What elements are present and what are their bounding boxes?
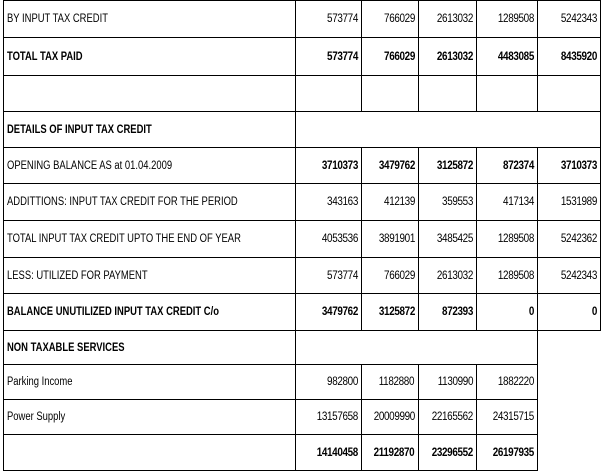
cell: 21192870	[361, 435, 418, 471]
cell: 22165562	[418, 400, 476, 435]
table-row	[4, 294, 601, 331]
cell	[361, 76, 418, 112]
cell: 412139	[361, 184, 418, 221]
table-row	[4, 184, 601, 221]
cell: 2613032	[418, 38, 476, 76]
cell: 1130990	[418, 365, 476, 400]
cell: 3710373	[296, 148, 361, 184]
cell: 13157658	[296, 400, 361, 435]
table-row	[4, 148, 601, 184]
row-label: TOTAL TAX PAID	[4, 38, 296, 76]
cell: 0	[538, 294, 601, 331]
blank-cell	[538, 365, 601, 400]
cell	[538, 76, 601, 112]
cell: 766029	[361, 258, 418, 294]
cell: 1182880	[361, 365, 418, 400]
cell: 417134	[476, 184, 538, 221]
row-label: Power Supply	[4, 400, 296, 435]
cell	[476, 76, 538, 112]
table-row	[4, 221, 601, 258]
cell: 872374	[476, 148, 538, 184]
cell: 3125872	[418, 148, 476, 184]
table-row	[4, 76, 601, 112]
cell: 872393	[418, 294, 476, 331]
table-row	[4, 365, 601, 400]
cell: 4053536	[296, 221, 361, 258]
cell: 3125872	[361, 294, 418, 331]
cell: 359553	[418, 184, 476, 221]
cell: 766029	[361, 1, 418, 38]
cell: 14140458	[296, 435, 361, 471]
cell: 24315715	[476, 400, 538, 435]
table-row	[4, 38, 601, 76]
cell: 573774	[296, 1, 361, 38]
cell: 4483085	[476, 38, 538, 76]
cell	[418, 76, 476, 112]
table-row	[4, 400, 601, 435]
cell: 1882220	[476, 365, 538, 400]
row-label	[4, 435, 296, 471]
cell	[296, 76, 361, 112]
row-label: ADDITTIONS: INPUT TAX CREDIT FOR THE PERIOD	[4, 184, 296, 221]
blank-cell	[538, 331, 601, 365]
cell: 766029	[361, 38, 418, 76]
cell: 20009990	[361, 400, 418, 435]
cell: 2613032	[418, 258, 476, 294]
cell: 573774	[296, 258, 361, 294]
cell	[296, 112, 601, 148]
blank-cell	[538, 400, 601, 435]
blank-cell	[538, 435, 601, 471]
cell: 3710373	[538, 148, 601, 184]
cell: 3479762	[296, 294, 361, 331]
row-label: TOTAL INPUT TAX CREDIT UPTO THE END OF YEAR	[4, 221, 296, 258]
cell: 23296552	[418, 435, 476, 471]
cell: 0	[476, 294, 538, 331]
row-label	[4, 76, 296, 112]
table-row	[4, 435, 601, 471]
cell: 3485425	[418, 221, 476, 258]
cell: 982800	[296, 365, 361, 400]
cell: 1289508	[476, 258, 538, 294]
spreadsheet	[3, 0, 601, 471]
cell	[296, 331, 538, 365]
table-row	[4, 1, 601, 38]
row-label: BY INPUT TAX CREDIT	[4, 1, 296, 38]
cell: 343163	[296, 184, 361, 221]
cell: 1289508	[476, 1, 538, 38]
tax-table	[3, 0, 601, 471]
cell: 1289508	[476, 221, 538, 258]
row-label: BALANCE UNUTILIZED INPUT TAX CREDIT C/o	[4, 294, 296, 331]
cell: 5242343	[538, 1, 601, 38]
cell: 1531989	[538, 184, 601, 221]
cell: 2613032	[418, 1, 476, 38]
cell: 8435920	[538, 38, 601, 76]
row-label: LESS: UTILIZED FOR PAYMENT	[4, 258, 296, 294]
cell: 573774	[296, 38, 361, 76]
row-label: Parking Income	[4, 365, 296, 400]
section-heading: DETAILS OF INPUT TAX CREDIT	[4, 112, 296, 148]
cell: 5242362	[538, 221, 601, 258]
row-label: OPENING BALANCE AS at 01.04.2009	[4, 148, 296, 184]
cell: 5242343	[538, 258, 601, 294]
cell: 3891901	[361, 221, 418, 258]
section-heading: NON TAXABLE SERVICES	[4, 331, 296, 365]
table-row	[4, 331, 601, 365]
cell: 26197935	[476, 435, 538, 471]
table-row	[4, 112, 601, 148]
table-row	[4, 258, 601, 294]
cell: 3479762	[361, 148, 418, 184]
